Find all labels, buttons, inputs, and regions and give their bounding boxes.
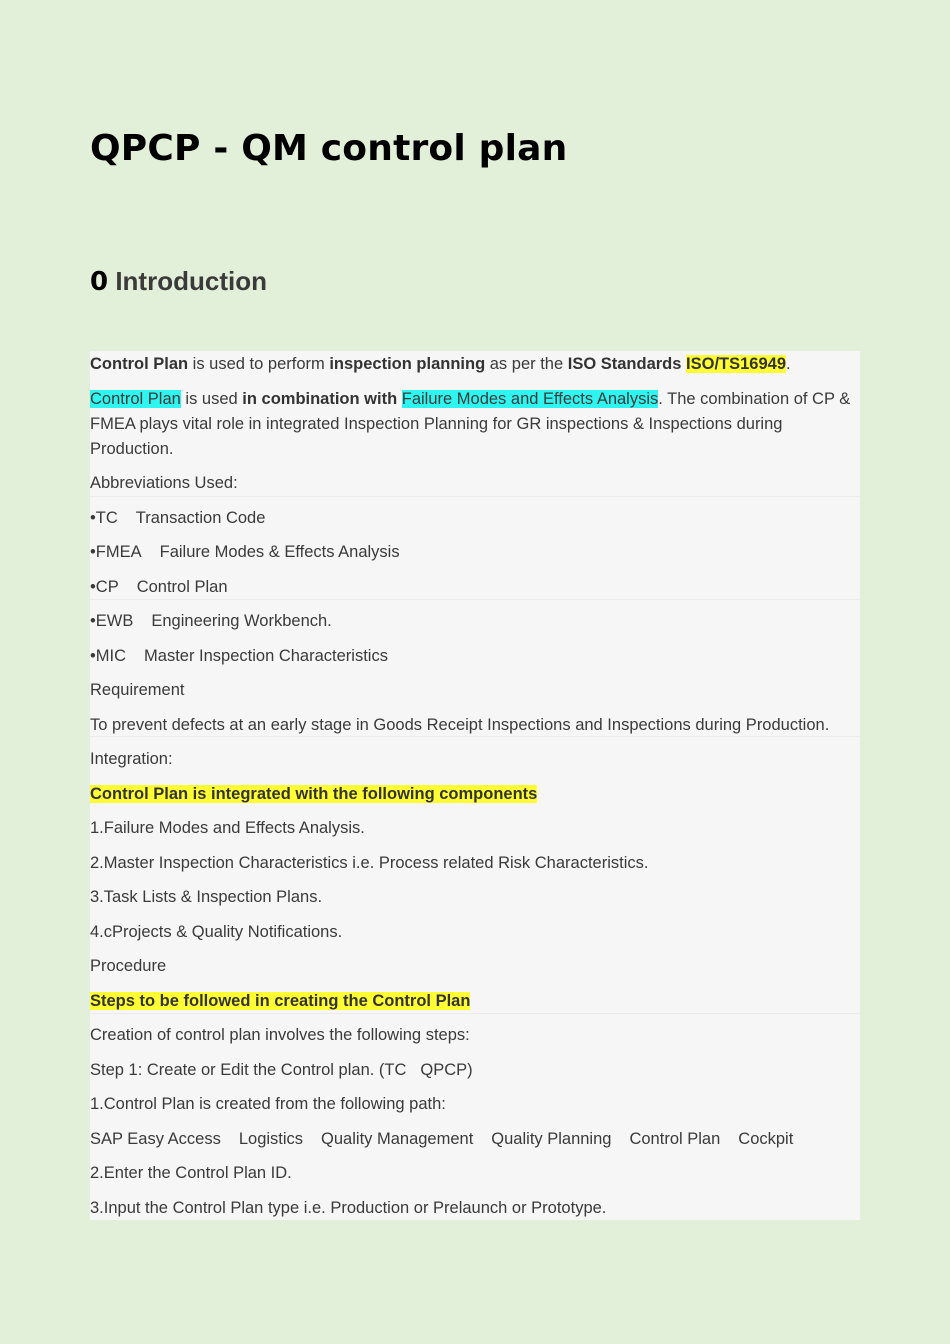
abbr-desc: Master Inspection Characteristics [144, 647, 388, 665]
term-inspection-planning: inspection planning [329, 355, 486, 373]
text: is used to perform [188, 355, 330, 373]
abbreviation-item [90, 540, 860, 565]
procedure-highlight [90, 989, 860, 1014]
fmea-highlight: Failure Modes and Effects Analysis [401, 390, 659, 408]
path-node: Quality Planning [491, 1130, 612, 1148]
iso-ts-highlight: ISO/TS16949 [686, 355, 787, 373]
integration-heading: Integration: [90, 750, 173, 768]
path-node: Quality Management [321, 1130, 474, 1148]
requirement-text: To prevent defects at an early stage in Goods Receipt Inspections and Inspections during Production. [90, 716, 830, 734]
step-1-tc: QPCP) [420, 1061, 473, 1079]
path-node: Control Plan [629, 1130, 721, 1148]
abbr-desc: Engineering Workbench. [151, 612, 332, 630]
abbreviation-item [90, 644, 860, 669]
term-iso-standards: ISO Standards [567, 355, 682, 373]
abbr-code: •CP [90, 578, 119, 596]
integration-item: 3.Task Lists & Inspection Plans. [90, 888, 323, 906]
row-separator [90, 496, 860, 497]
integration-item: 1.Failure Modes and Effects Analysis. [90, 819, 365, 837]
text: . The combination of CP & FMEA plays vital role in integrated Inspection Planning for GR inspections & Inspections during Production. [90, 390, 851, 458]
procedure-heading: Procedure [90, 957, 167, 975]
procedure-intro: Creation of control plan involves the following steps: [90, 1026, 470, 1044]
integration-item: 2.Master Inspection Characteristics i.e. Process related Risk Characteristics. [90, 854, 649, 872]
step-1 [90, 1058, 860, 1083]
abbr-code: •EWB [90, 612, 134, 630]
abbr-code: •TC [90, 509, 118, 527]
procedure-highlight-text: Steps to be followed in creating the Control Plan [90, 992, 471, 1010]
abbreviations-heading: Abbreviations Used: [90, 474, 238, 492]
abbreviation-item [90, 506, 860, 531]
integration-item: 4.cProjects & Quality Notifications. [90, 923, 343, 941]
abbr-desc: Control Plan [136, 578, 228, 596]
path-intro: 1.Control Plan is created from the following path: [90, 1095, 446, 1113]
step-1-text: Step 1: Create or Edit the Control plan. (TC [90, 1061, 407, 1079]
abbr-desc: Failure Modes & Effects Analysis [159, 543, 400, 561]
intro-paragraph-2 [90, 387, 860, 462]
text: as per the [485, 355, 568, 373]
path-node: Cockpit [738, 1130, 794, 1148]
requirement-heading: Requirement [90, 681, 185, 699]
path-node: Logistics [238, 1130, 304, 1148]
path-node: SAP Easy Access [90, 1130, 221, 1148]
procedure-item: 3.Input the Control Plan type i.e. Production or Prelaunch or Prototype. [90, 1199, 607, 1217]
abbreviation-item [90, 609, 860, 634]
abbreviation-item [90, 575, 860, 600]
intro-paragraph-1 [90, 352, 860, 377]
procedure-item: 2.Enter the Control Plan ID. [90, 1164, 292, 1182]
term-combination: in combination with [242, 390, 398, 408]
section-heading [90, 266, 267, 297]
section-name: Introduction [115, 266, 267, 296]
menu-path [90, 1127, 860, 1152]
abbr-code: •MIC [90, 647, 127, 665]
abbr-desc: Transaction Code [135, 509, 266, 527]
integration-highlight-text: Control Plan is integrated with the following components [90, 785, 538, 803]
text: is used [180, 390, 243, 408]
section-number: 0 [90, 267, 109, 297]
page-title: QPCP - QM control plan [90, 128, 568, 169]
control-plan-highlight: Control Plan [90, 390, 181, 408]
term-control-plan: Control Plan [90, 355, 189, 373]
abbr-code: •FMEA [90, 543, 142, 561]
integration-highlight [90, 782, 860, 807]
text: . [786, 355, 791, 373]
